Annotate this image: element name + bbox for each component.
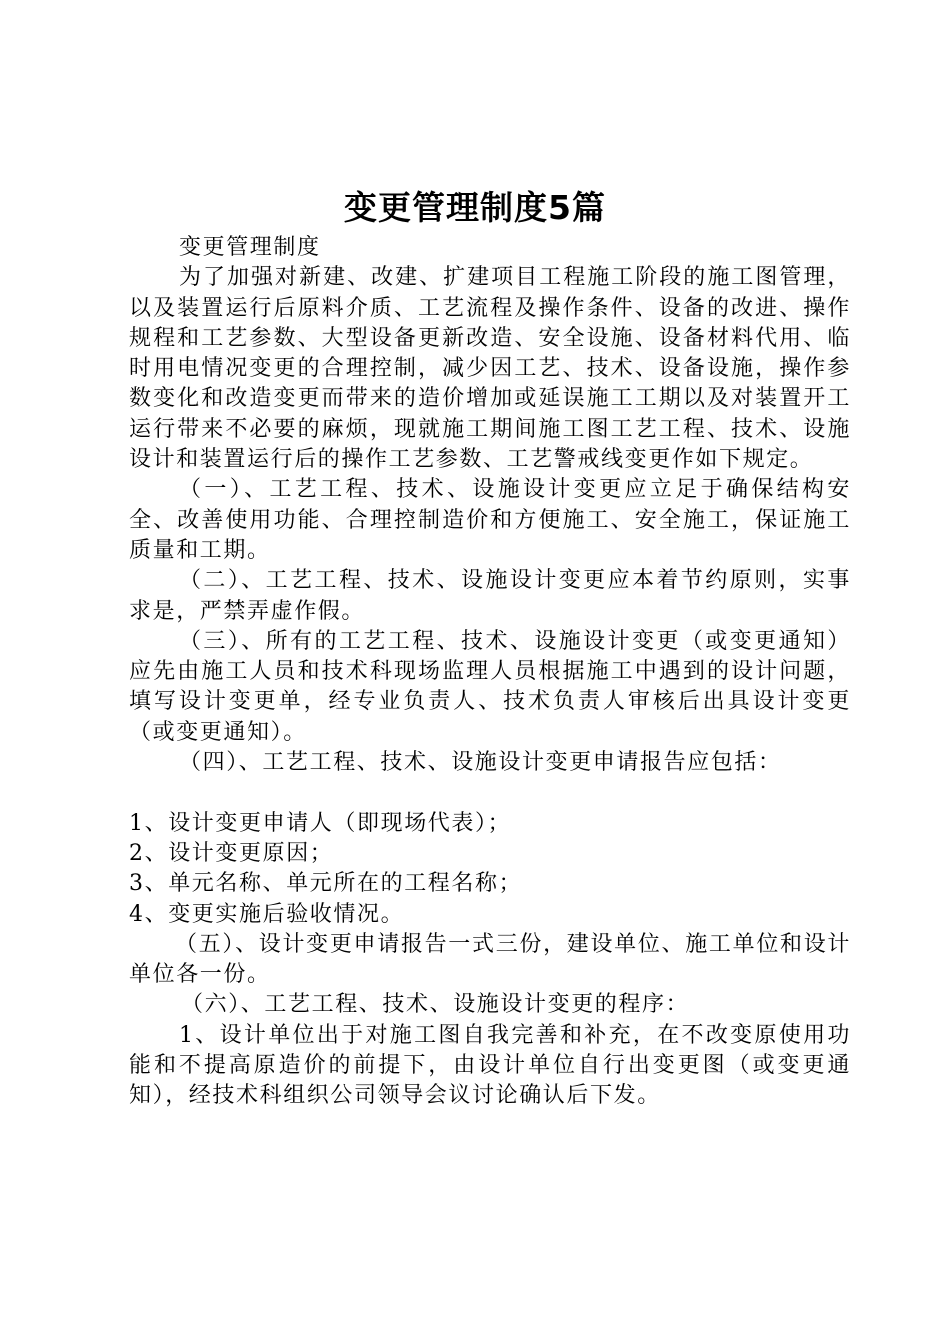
list-item: 4、变更实施后验收情况。 (129, 901, 405, 927)
paragraph-2: （二）、工艺工程、技术、设施设计变更应本着节约原则，实事求是，严禁弄虚作假。 (129, 568, 851, 624)
list-item: 3、单元名称、单元所在的工程名称； (129, 871, 523, 897)
document-title: 变更管理制度5篇 (344, 188, 606, 227)
paragraph-3: （三）、所有的工艺工程、技术、设施设计变更（或变更通知）应先由施工人员和技术科现场监理人员根据施工中遇到的设计问题，填写设计变更单，经专业负责人、技术负责人审核后出具设计变更（或变更通知）。 (129, 628, 851, 745)
paragraph-4: （四）、工艺工程、技术、设施设计变更申请报告应包括： (179, 750, 782, 776)
section-heading: 变更管理制度 (179, 235, 321, 260)
paragraph-7: 1、设计单位出于对施工图自我完善和补充，在不改变原使用功能和不提高原造价的前提下，由设计单位自行出变更图（或变更通知），经技术科组织公司领导会议讨论确认后下发。 (129, 1022, 851, 1109)
blank-line (129, 778, 851, 808)
paragraph-1: （一）、工艺工程、技术、设施设计变更应立足于确保结构安全、改善使用功能、合理控制造价和方便施工、安全施工，保证施工质量和工期。 (129, 477, 851, 563)
paragraph-6: （六）、工艺工程、技术、设施设计变更的程序： (181, 992, 690, 1018)
paragraph-5: （五）、设计变更申请报告一式三份，建设单位、施工单位和设计单位各一份。 (129, 931, 851, 988)
paragraph-intro: 为了加强对新建、改建、扩建项目工程施工阶段的施工图管理，以及装置运行后原料介质、工艺流程及操作条件、设备的改进、操作规程和工艺参数、大型设备更新改造、安全设施、设备材料代用、临时用电情况变更的合理控制，减少因工艺、技术、设备设施，操作参数变化和改造变更而带来的造价增加或延误施工工期以及对装置开工运行带来不必要的麻烦，现就施工期间施工图工艺工程、技术、设施设计和装置运行后的操作工艺参数、工艺警戒线变更作如下规定。 (129, 265, 851, 473)
document-body (129, 233, 851, 1112)
list-item: 1、设计变更申请人（即现场代表）； (129, 810, 512, 836)
list-item: 2、设计变更原因； (129, 840, 334, 866)
